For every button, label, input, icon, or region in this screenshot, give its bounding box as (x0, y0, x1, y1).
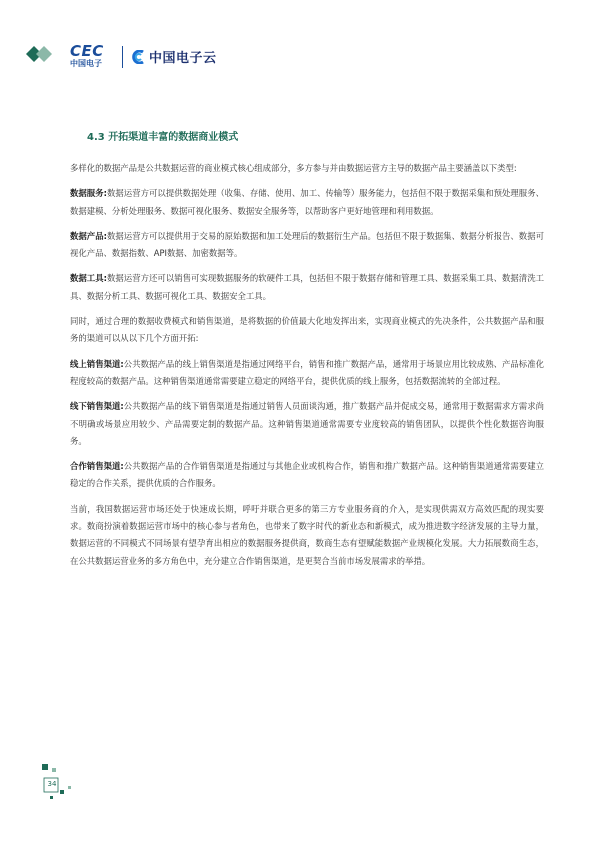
cec-logo-text: CEC (70, 42, 104, 60)
paragraph (70, 398, 544, 450)
section-title: 4.3 开拓渠道丰富的数据商业模式 (87, 132, 239, 143)
paragraph (70, 501, 544, 570)
paragraph-lead: 合作销售渠道: (70, 461, 124, 472)
paragraph-lead: 线上销售渠道: (70, 358, 124, 369)
paragraph-lead: 数据产品: (70, 230, 107, 241)
paragraph-text: 数据运营方可以提供数据处理（收集、存储、使用、加工、传输等）服务能力，包括但不限于数据采集和预处理服务、数据建模、分析处理服务、数据可视化服务、数据安全服务等，以帮助客户更好地管理和利用数据。 (70, 188, 544, 216)
cloud-logo-text: 中国电子云 (149, 51, 217, 66)
paragraph (70, 185, 544, 220)
paragraph-text: 公共数据产品的线上销售渠道是指通过网络平台，销售和推广数据产品，通常用于场景应用比较成熟、产品标准化程度较高的数据产品。这种销售渠道通常需要建立稳定的网络平台，提供优质的线上服务，包括数据流转的全部过程。 (70, 358, 544, 386)
paragraph-text: 公共数据产品的线下销售渠道是指通过销售人员面谈沟通，推广数据产品并促成交易，通常用于数据需求方需求尚不明确或场景应用较少、产品需要定制的数据产品。这种销售渠道通常需要专业度较高的销售团队，以提供个性化数据咨询服务。 (70, 401, 544, 446)
paragraph (70, 228, 544, 263)
paragraph-text: 当前，我国数据运营市场还处于快速成长期，呼吁并联合更多的第三方专业服务商的介入，是实现供需双方高效匹配的现实要求。数商扮演着数据运营市场中的核心参与者角色，也带来了数字时代的新业态和新模式，成为推进数字经济发展的主导力量，数据运营的不同模式不同场景有望孕育出相应的数据服务提供商，数商生态有望赋能数据产业规模化发展。大力拓展数商生态，在公共数据运营业务的多方角色中，充分建立合作销售渠道，是更契合当前市场发展需求的举措。 (70, 503, 544, 566)
paragraph-text: 数据运营方还可以销售可实现数据服务的软硬件工具，包括但不限于数据存储和管理工具、数据采集工具、数据清洗工具、数据分析工具、数据可视化工具、数据安全工具。 (70, 273, 544, 301)
paragraph-lead: 数据服务: (70, 188, 107, 199)
paragraph-lead: 数据工具: (70, 273, 107, 284)
paragraph (70, 356, 544, 391)
paragraph-lead: 线下销售渠道: (70, 401, 124, 412)
page-number: 34 (47, 780, 57, 788)
paragraph (70, 160, 544, 177)
paragraph (70, 270, 544, 305)
paragraph-text: 公共数据产品的合作销售渠道是指通过与其他企业或机构合作，销售和推广数据产品。这种销售渠道通常需要建立稳定的合作关系，提供优质的合作服务。 (70, 461, 544, 489)
cloud-logo (130, 47, 217, 66)
diamond-logo-icon (22, 40, 58, 76)
cec-logo-subtext: 中国电子 (70, 59, 102, 68)
paragraph-text: 数据运营方可以提供用于交易的原始数据和加工处理后的数据衍生产品。包括但不限于数据集、数据分析报告、数据可视化产品、数据指数、API数据、加密数据等。 (70, 230, 544, 259)
body-content (70, 160, 544, 578)
paragraph (70, 313, 544, 348)
page-header (0, 0, 600, 80)
footer-decoration-icon (30, 760, 100, 820)
paragraph (70, 458, 544, 493)
logo-divider (122, 46, 123, 68)
paragraph-text: 多样化的数据产品是公共数据运营的商业模式核心组成部分，多方参与并由数据运营方主导的数据产品主要涵盖以下类型: (70, 163, 517, 173)
paragraph-text: 同时，通过合理的数据收费模式和销售渠道，是将数据的价值最大化地发挥出来，实现商业模式的先决条件，公共数据产品和服务的渠道可以从以下几个方面开拓: (70, 316, 544, 344)
cloud-logo-icon (130, 50, 146, 64)
cec-logo (70, 44, 104, 69)
